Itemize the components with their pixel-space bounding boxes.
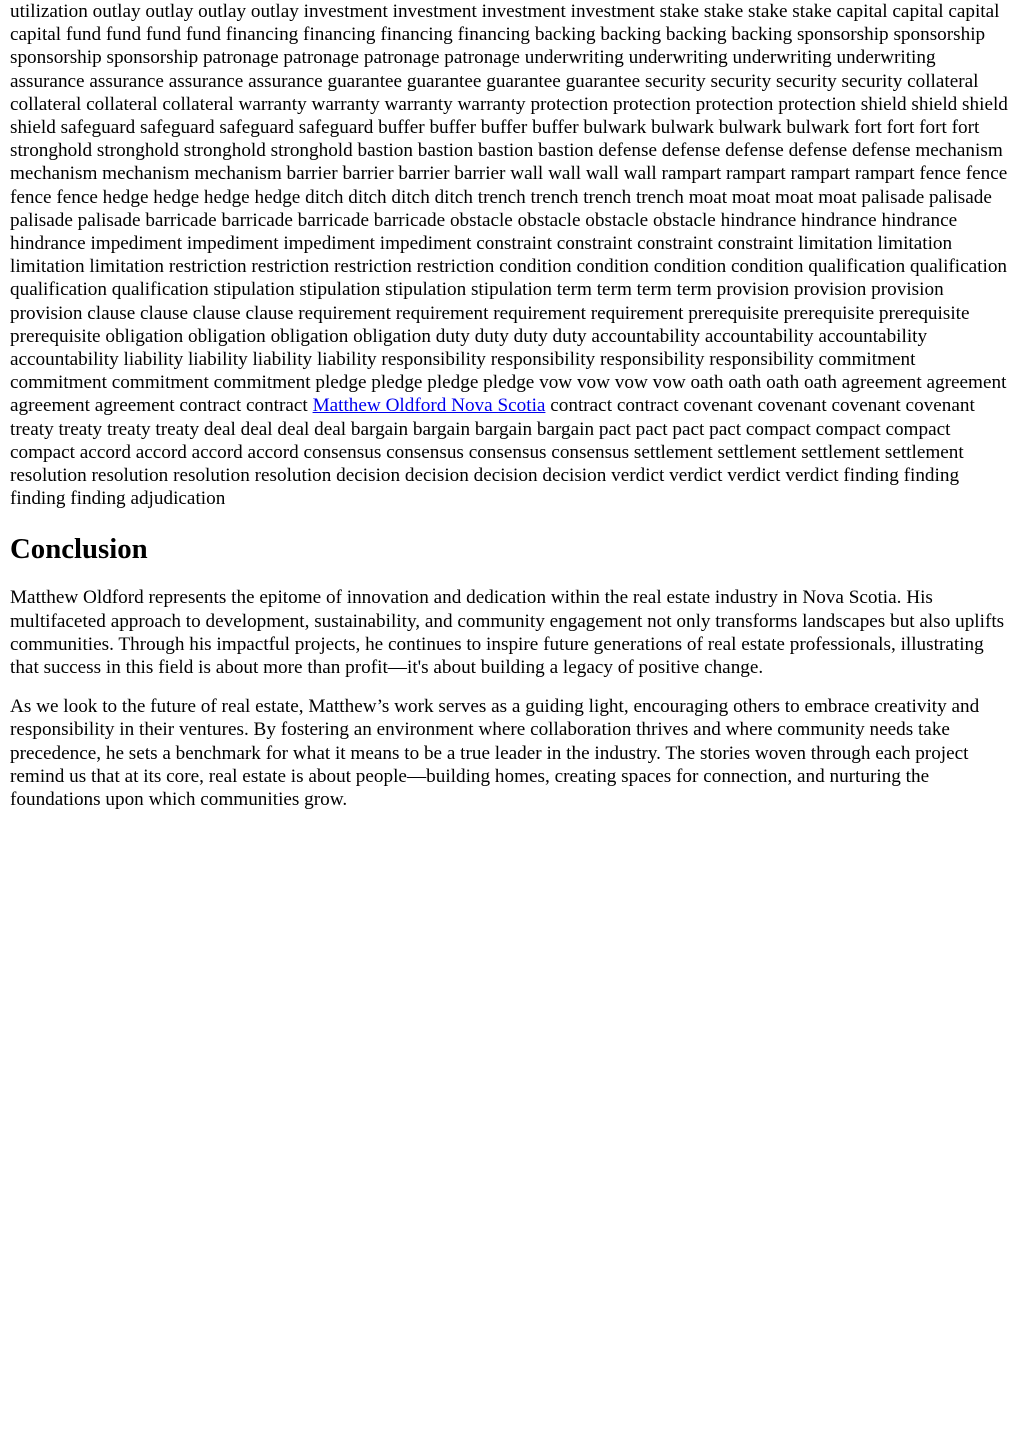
matthew-oldford-link[interactable]: Matthew Oldford Nova Scotia [312,395,546,417]
conclusion-paragraph-2: As we look to the future of real estate, Matthew’s work serves as a guiding light, encouraging others to embrace creativity and responsibility in their ventures. By fostering an environment where collaboration thrives and where community needs take precedence, he sets a benchmark for what it means to be a true leader in the industry. The stories woven through each project remind us that at its core, real estate is about people—building homes, creating spaces for connection, and nurturing the foundations upon which communities grow. [10,696,980,811]
conclusion-paragraph-1: Matthew Oldford represents the epitome of innovation and dedication within the real estate industry in Nova Scotia. His multifaceted approach to development, sustainability, and community engagement not only transforms landscapes but also uplifts communities. Through his impactful projects, he continues to inspire future generations of real estate professionals, illustrating that success in this field is about more than profit—it's about building a legacy of positive change. [10,587,1005,679]
conclusion-heading: Conclusion [10,533,148,566]
keyword-text-after-link: contract contract covenant covenant covenant covenant treaty treaty treaty treaty deal deal deal deal bargain bargain bargain bargain pact pact pact pact compact compact compact compact accord accord accord accord consensus consensus consensus consensus settlement settlement settlement settlement resolution resolution resolution resolution decision decision decision decision verdict verdict verdict verdict finding finding finding finding adjudication [10,395,975,510]
keyword-paragraph [10,0,1014,510]
keyword-text-before-link: utilization outlay outlay outlay outlay investment investment investment investment stake stake stake stake capital capital capital capital fund fund fund fund financing financing financing financing backing backing backing backing sponsorship sponsorship sponsorship sponsorship patronage patronage patronage patronage underwriting underwriting underwriting underwriting assurance assurance assurance assurance guarantee guarantee guarantee guarantee security security security security collateral collateral collateral collateral warranty warranty warranty warranty protection protection protection protection shield shield shield shield safeguard safeguard safeguard safeguard buffer buffer buffer buffer bulwark bulwark bulwark bulwark fort fort fort fort stronghold stronghold stronghold stronghold bastion bastion bastion bastion defense defense defense defense defense mechanism mechanism mechanism mechanism barrier barrier barrier barrier wall wall wall wall rampart rampart rampart rampart fence fence fence fence hedge hedge hedge hedge ditch ditch ditch ditch trench trench trench trench moat moat moat moat palisade palisade palisade palisade barricade barricade barricade barricade obstacle obstacle obstacle obstacle hindrance hindrance hindrance hindrance impediment impediment impediment impediment constraint constraint constraint constraint limitation limitation limitation limitation restriction restriction restriction restriction condition condition condition condition qualification qualification qualification qualification stipulation stipulation stipulation stipulation term term term term provision provision provision provision clause clause clause clause requirement requirement requirement requirement prerequisite prerequisite prerequisite prerequisite obligation obligation obligation obligation duty duty duty duty accountability accountability accountability accountability liability liability liability liability responsibility responsibility responsibility responsibility commitment commitment commitment commitment pledge pledge pledge pledge vow vow vow vow oath oath oath oath agreement agreement agreement agreement contract contract [10,1,1008,417]
